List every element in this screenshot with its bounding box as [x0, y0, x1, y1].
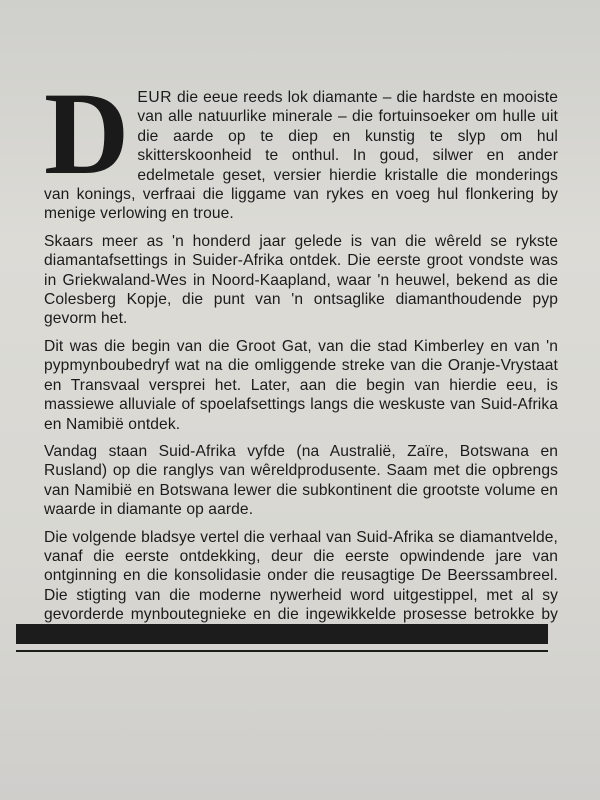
paragraph-ranking: Vandag staan Suid-Afrika vyfde (na Australië, Zaïre, Botswana en Rusland) op die ranglys van wêreldprodusente. Saam met die opbrengs van Namibië en Botswana lewer die subkontinent die grootste volume en waarde in diamante op aarde.	[44, 442, 558, 519]
drop-cap-letter: D	[44, 68, 130, 199]
paragraph-big-hole: Dit was die begin van die Groot Gat, van die stad Kimberley en van 'n pypmynboubedryf wat na die omliggende streke van die Oranje-Vrystaat en Transvaal versprei het. Later, aan die begin van hierdie eeu, is massiewe alluviale of spoelafsettings langs die weskuste van Suid-Afrika en Namibië ontdek.	[44, 337, 558, 433]
first-word-rest: EUR	[137, 89, 173, 106]
paragraph-intro-text: die eeue reeds lok diamante – die hardste en mooiste van alle natuurlike minerale – die fortuinsoeker om hulle uit die aarde op te diep en kunstig te slyp om hul skitterskoonheid te onthul. In goud, silwer en ander edelmetale geset, versier hierdie kristalle die monderings van konings, verfraai die liggame van rykes en voeg hul flonkering by menige verlowing en troue.	[44, 89, 558, 223]
paragraph-overview: Die volgende bladsye vertel die verhaal van Suid-Afrika se diamantvelde, vanaf die eerste ontdekking, deur die eerste opwindende jare van ontginning en die konsolidasie onder die reusagtige De Beerssambreel. Die stigting van die moderne nywerheid word uitgestippel, met al sy gevorderde mynboutegnieke en die ingewikkelde prosesse betrokke by	[44, 528, 558, 624]
article-body	[44, 68, 558, 652]
thin-divider-line	[16, 650, 548, 652]
paragraph-intro	[44, 68, 558, 224]
thick-divider-bar	[16, 624, 548, 644]
paragraph-discovery: Skaars meer as 'n honderd jaar gelede is van die wêreld se rykste diamantafsettings in Suider-Afrika ontdek. Die eerste groot vondste was in Griekwaland-Wes in Noord-Kaapland, waar 'n heuwel, bekend as die Colesberg Kopje, die punt van 'n ontsaglike diamanthoudende pyp gevorm het.	[44, 232, 558, 328]
